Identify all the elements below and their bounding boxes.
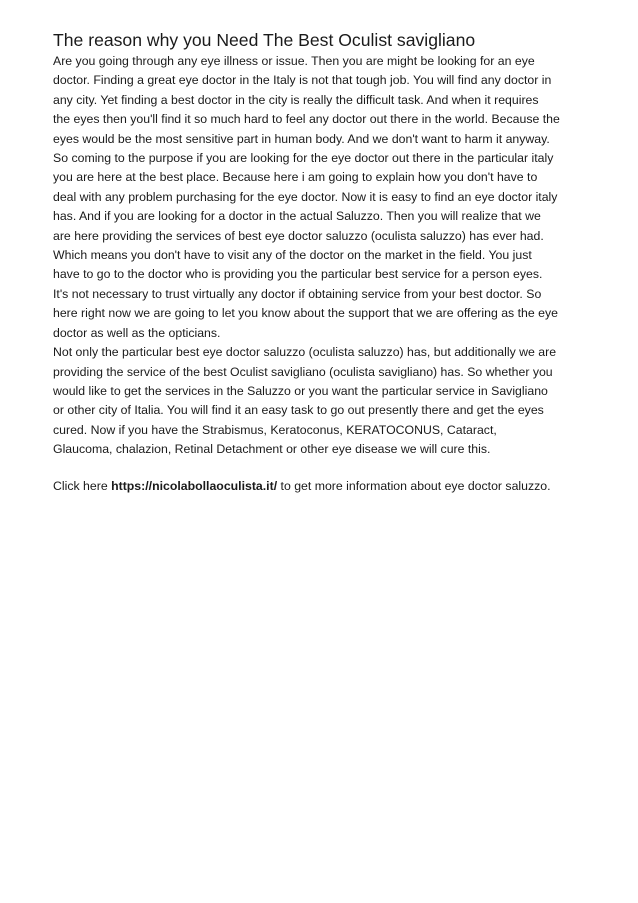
body-line: Which means you don't have to visit any of the doctor on the market in the field. You just <box>53 248 532 263</box>
body-line: are here providing the services of best eye doctor saluzzo (oculista saluzzo) has ever had. <box>53 228 544 243</box>
body-text <box>53 52 598 460</box>
body-line: It's not necessary to trust virtually any doctor if obtaining service from your best doctor. So <box>53 286 542 301</box>
body-line: any city. Yet finding a best doctor in the city is really the difficult task. And when it requires <box>53 92 539 107</box>
body-line: you are here at the best place. Because here i am going to explain how you don't have to <box>53 170 538 185</box>
body-line: have to go to the doctor who is providing you the particular best service for a person eyes. <box>53 267 543 282</box>
call-to-action <box>53 477 613 496</box>
body-line: So coming to the purpose if you are looking for the eye doctor out there in the particular italy <box>53 151 554 166</box>
body-line: here right now we are going to let you know about the support that we are offering as the eye <box>53 306 558 321</box>
body-line: providing the service of the best Oculist savigliano (oculista savigliano) has. So whether you <box>53 364 553 379</box>
body-line: deal with any problem purchasing for the eye doctor. Now it is easy to find an eye doctor italy <box>53 189 558 204</box>
body-line: cured. Now if you have the Strabismus, Keratoconus, KERATOCONUS, Cataract, <box>53 422 497 437</box>
body-line: would like to get the services in the Saluzzo or you want the particular service in Savigliano <box>53 383 548 398</box>
body-line: has. And if you are looking for a doctor in the actual Saluzzo. Then you will realize that we <box>53 209 541 224</box>
body-line: doctor. Finding a great eye doctor in the Italy is not that tough job. You will find any doctor in <box>53 73 552 88</box>
document-title: The reason why you Need The Best Oculist savigliano <box>53 30 476 50</box>
cta-prefix: Click here <box>53 479 112 493</box>
cta-suffix: to get more information about eye doctor saluzzo. <box>277 479 551 493</box>
body-line: Are you going through any eye illness or issue. Then you are might be looking for an eye <box>53 54 535 68</box>
body-line: the eyes then you'll find it so much hard to feel any doctor out there in the world. Because the <box>53 112 560 127</box>
website-link[interactable]: https://nicolabollaoculista.it/ <box>111 479 278 493</box>
body-line: Glaucoma, chalazion, Retinal Detachment or other eye disease we will cure this. <box>53 442 491 457</box>
body-line: or other city of Italia. You will find it an easy task to go out presently there and get the eyes <box>53 403 544 418</box>
body-line: eyes would be the most sensitive part in human body. And we don't want to harm it anyway. <box>53 131 550 146</box>
body-line: Not only the particular best eye doctor saluzzo (oculista saluzzo) has, but additionally we are <box>53 345 557 360</box>
body-line: doctor as well as the opticians. <box>53 325 221 340</box>
